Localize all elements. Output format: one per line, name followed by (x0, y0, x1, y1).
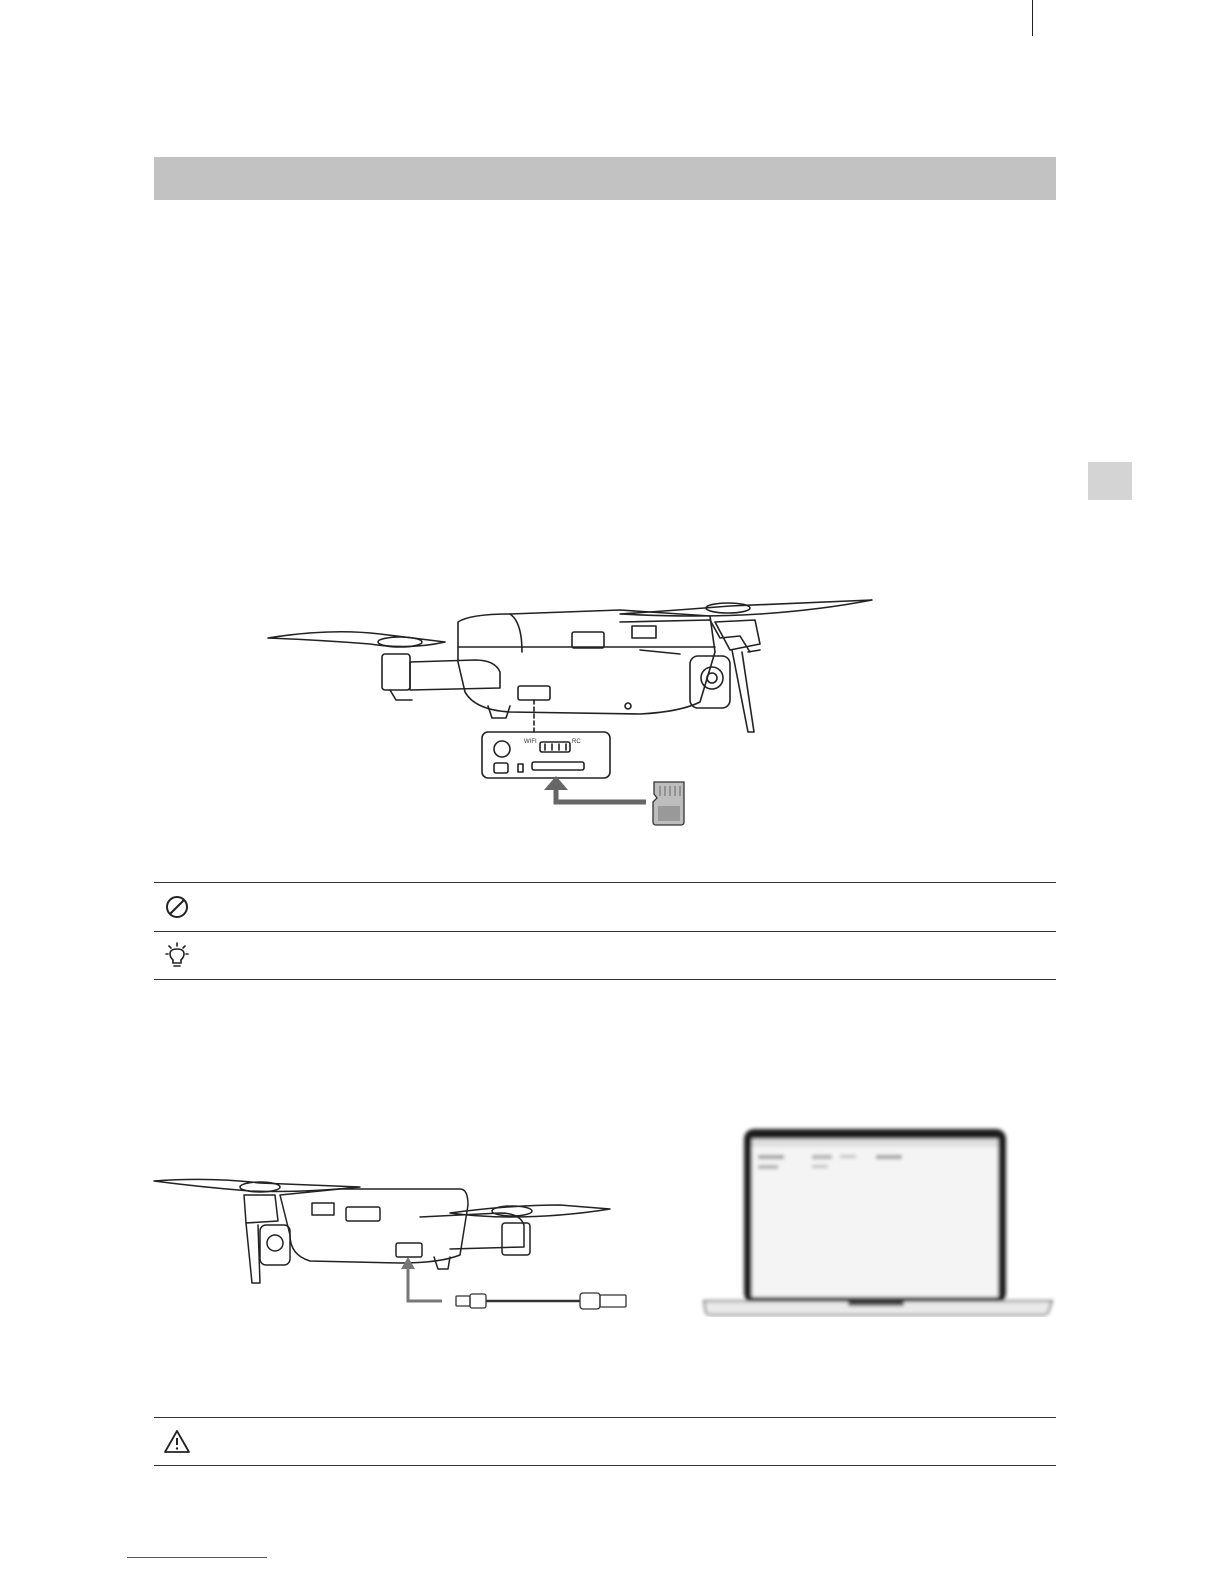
warning-triangle-icon (163, 1428, 191, 1456)
prohibition-note-row (154, 882, 1056, 931)
left-landing-leg (246, 1223, 260, 1283)
sd-slot-cover (518, 686, 550, 700)
right-arm (420, 1213, 524, 1249)
left-motor (382, 654, 410, 690)
right-propeller (620, 600, 872, 616)
insert-arrow (556, 788, 646, 802)
section-header-bar (154, 157, 1056, 200)
right-motor (715, 620, 760, 650)
wifi-label: WIFI (524, 739, 537, 745)
usb-port (396, 1243, 422, 1257)
rc-label: RC (572, 739, 581, 745)
body-vent (572, 632, 604, 648)
right-motor (502, 1223, 530, 1255)
right-propeller (450, 1205, 610, 1217)
header-vertical-rule (1032, 0, 1033, 36)
side-chapter-tab (1088, 462, 1132, 500)
sd-card-slot (532, 762, 584, 770)
lightbulb-icon (163, 942, 191, 970)
drone-usb-connection-illustration (150, 1165, 630, 1330)
sd-port-closeup (482, 732, 610, 778)
drone-sd-card-illustration (260, 592, 890, 837)
laptop-screen (752, 1139, 998, 1297)
right-landing-leg (732, 650, 754, 732)
footer-rule (127, 1557, 267, 1558)
drone-body (280, 1189, 468, 1263)
usb-cable (456, 1293, 626, 1309)
left-arm (410, 660, 500, 690)
prohibited-icon (163, 893, 191, 921)
microsd-card (653, 782, 684, 825)
left-motor (244, 1195, 278, 1223)
drone-body (458, 610, 715, 714)
laptop-illustration (700, 1125, 1056, 1317)
tip-note-row (154, 931, 1056, 980)
gimbal-camera (260, 1225, 290, 1265)
warning-note-row (154, 1417, 1056, 1466)
